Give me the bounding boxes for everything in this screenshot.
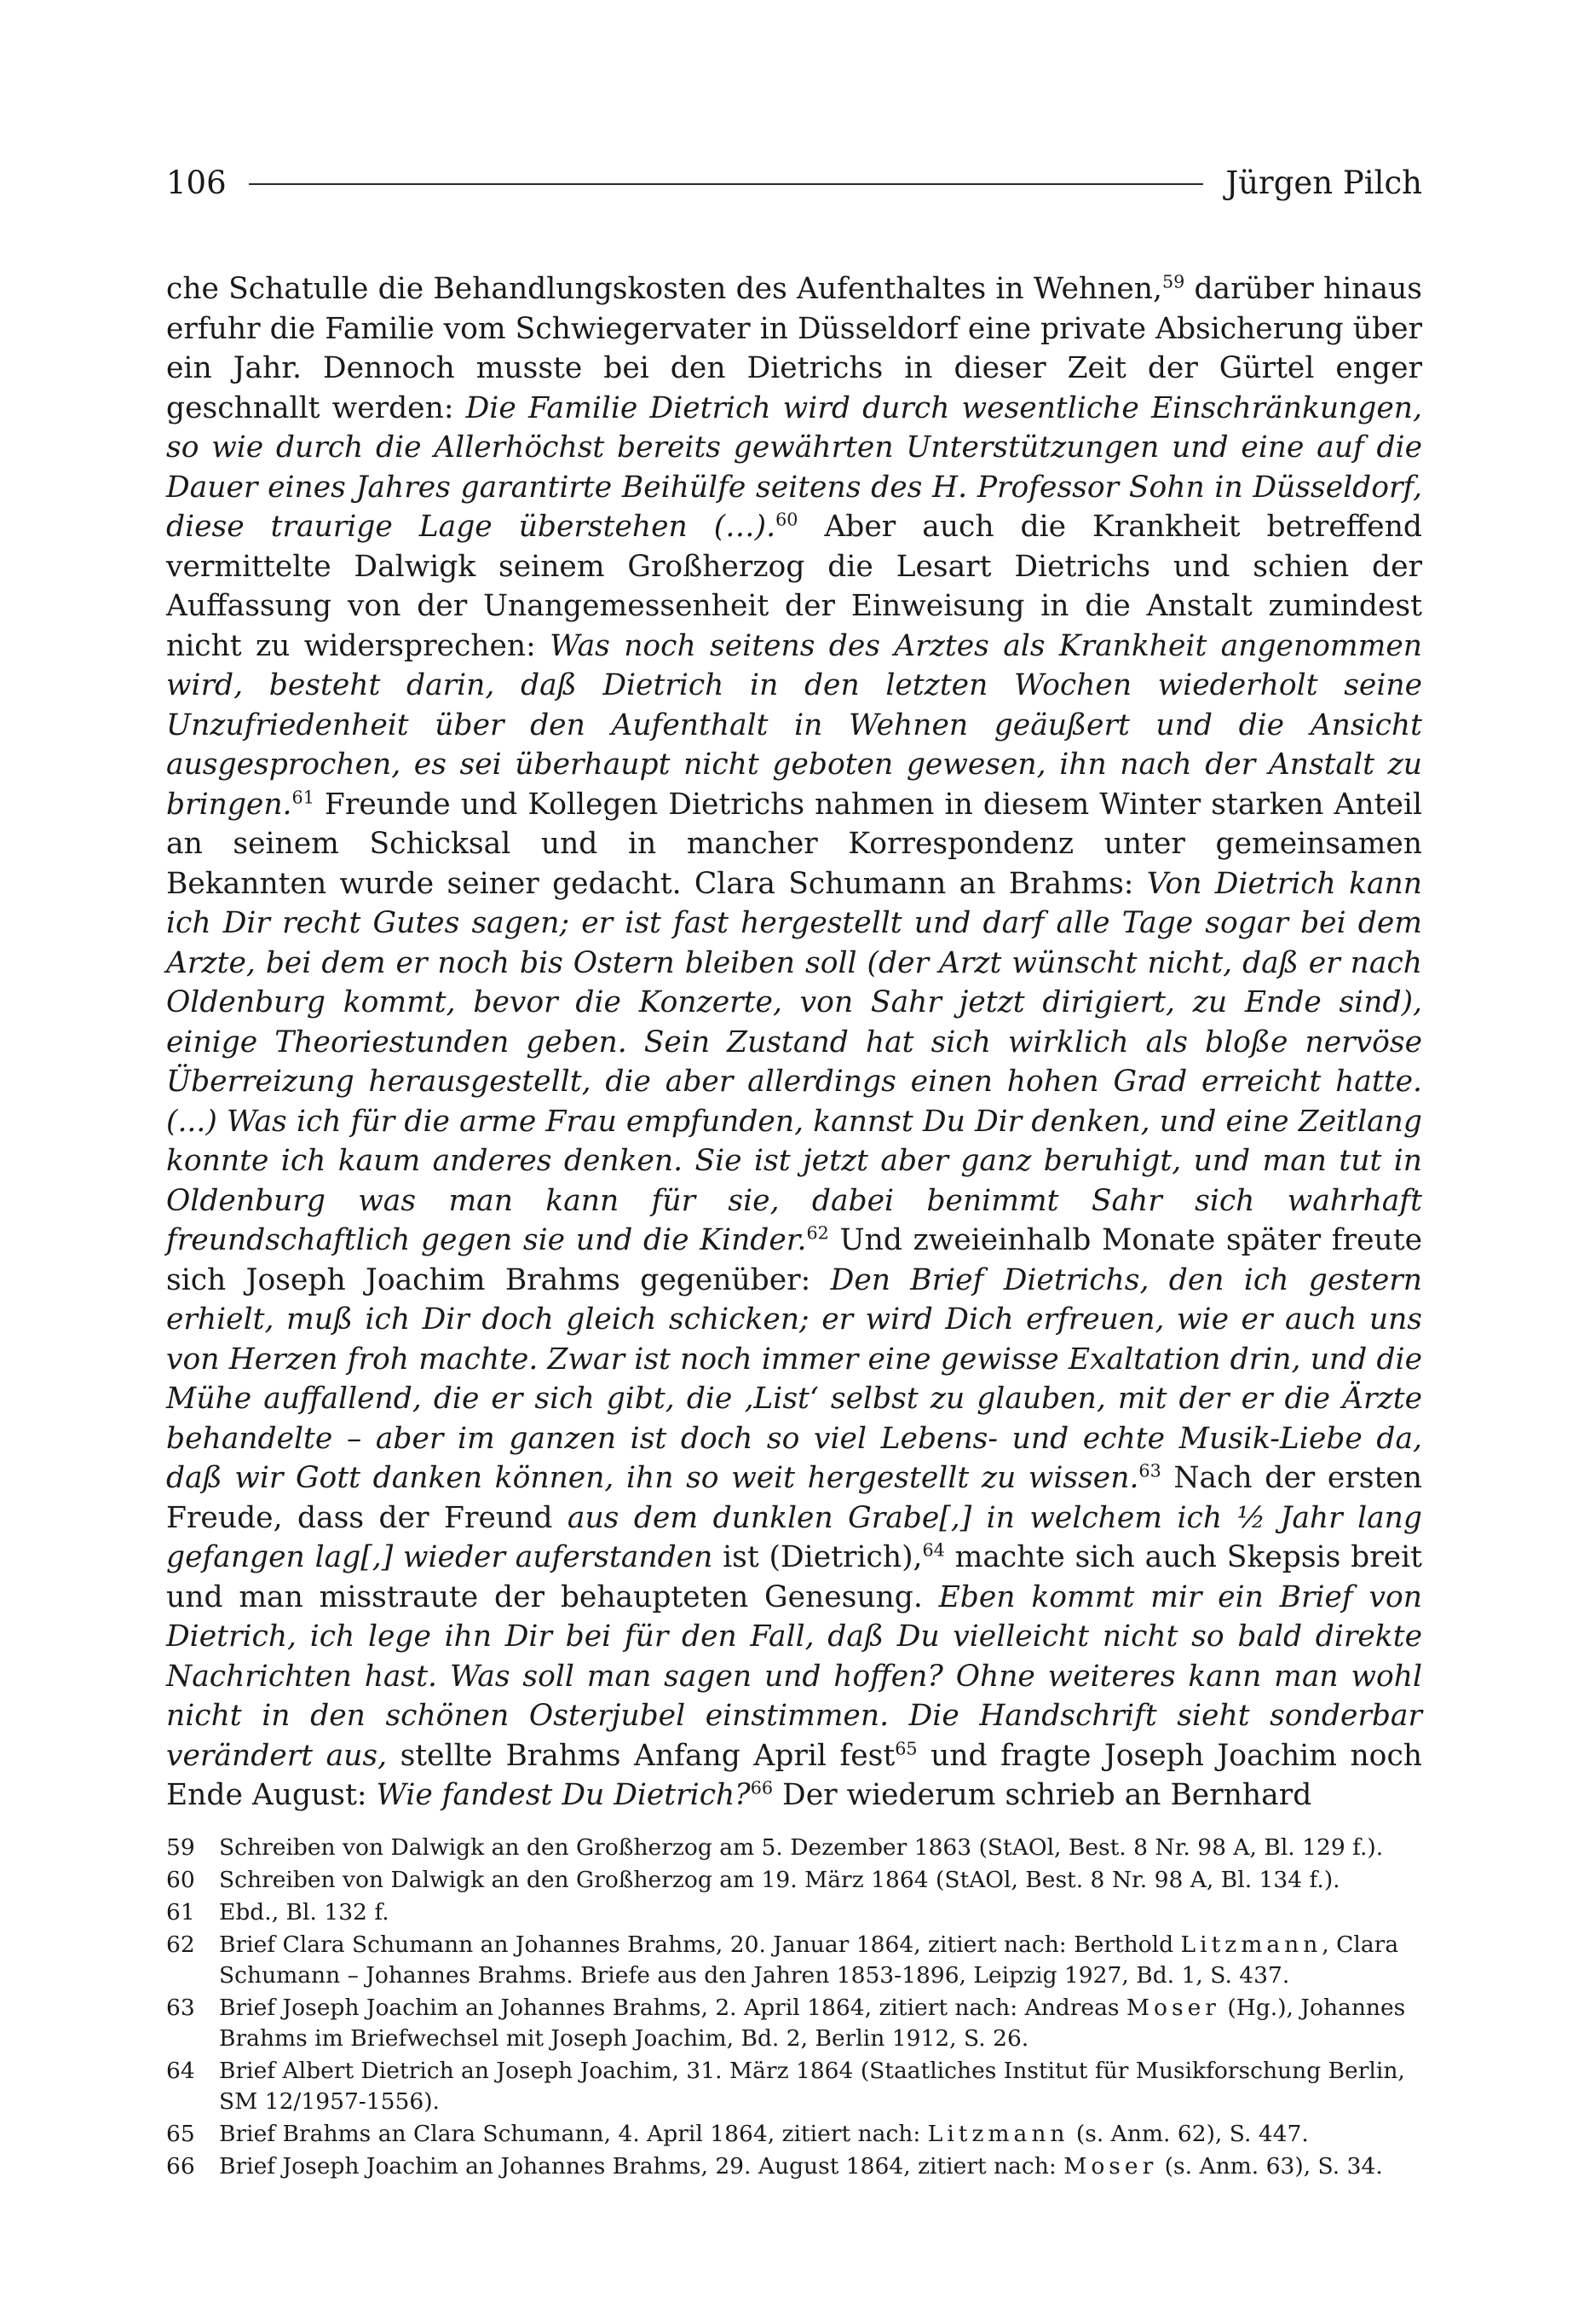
quote-run: Eben kommt mir ein Brief von Dietrich, ich lege ihn Dir bei für den Fall, daß Du vielleicht nicht so bald direkte Nachrichten hast. Was soll man sagen und hoffen? Ohne weiteres kann man wohl nicht in den schönen Osterjubel einstimmen. Die Handschrift sieht sonderbar verändert aus, — [166, 1579, 1422, 1773]
footnote — [166, 2056, 1422, 2117]
footnote-text — [219, 1930, 1422, 1991]
footnote — [166, 1865, 1422, 1896]
footnote-run: , Clara Schumann – Johannes Brahms. Briefe aus den Jahren 1853-1896, Leipzig 1927, Bd. 1, S. 437. — [219, 1931, 1399, 1989]
footnote — [166, 1993, 1422, 2054]
running-head-author: Jürgen Pilch — [1225, 164, 1422, 201]
text-run: Freunde und Kollegen Dietrichs nahmen in diesem Winter starken Anteil an seinem Schicksal und in mancher Korrespondenz unter gemeinsamen Bekannten wurde seiner gedacht. Clara Schumann an Brahms: — [166, 787, 1422, 901]
footnotes — [166, 1833, 1422, 2184]
text-run: machte sich auch Skepsis breit und man misstraute der behaupteten Genesung. — [166, 1540, 1422, 1614]
text-run: darüber hinaus erfuhr die Familie vom Schwiegervater in Düsseldorf eine private Absicherung über ein Jahr. Dennoch musste bei den Dietrichs in dieser Zeit der Gürtel enger geschnallt werden: — [166, 272, 1422, 425]
quote-run: Was noch seitens des Arztes als Krankheit angenommen wird, besteht darin, daß Dietrich in den letzten Wochen wiederholt seine Unzufriedenheit über den Aufenthalt in Wehnen geäußert und die Ansicht ausgesprochen, es sei überhaupt nicht geboten gewesen, ihn nach der Anstalt zu bringen. — [166, 628, 1423, 822]
text-run: Und zweieinhalb Monate später freute sich Joseph Joachim Brahms gegenüber: — [166, 1223, 1422, 1297]
footnote-ref: 64 — [922, 1539, 945, 1561]
footnote-number: 66 — [166, 2153, 195, 2180]
footnote-run: Schreiben von Dalwigk an den Großherzog am 19. März 1864 (StAOl, Best. 8 Nr. 98 A, Bl. 134 f.). — [219, 1867, 1340, 1893]
footnote-text — [219, 2151, 1422, 2182]
footnote — [166, 1897, 1422, 1928]
footnote-number: 62 — [166, 1931, 195, 1958]
quote-run: Wie fandest Du Dietrich? — [376, 1778, 751, 1812]
footnote-ref: 62 — [806, 1222, 829, 1244]
text-run: stellte Brahms Anfang April fest — [387, 1738, 896, 1773]
footnote-run: (Hg.), Johannes Brahms im Briefwechsel mit Joseph Joachim, Bd. 2, Berlin 1912, S. 26. — [219, 1995, 1406, 2052]
footnote-number: 65 — [166, 2121, 195, 2147]
text-run: Nach der ersten Freude, dass der Freund — [166, 1461, 1422, 1535]
text-run: Der wiederum schrieb an Bernhard — [773, 1778, 1312, 1812]
text-run: ist (Dietrich), — [712, 1540, 923, 1574]
quote-run: Von Dietrich kann ich Dir recht Gutes sagen; er ist fast hergestellt und darf alle Tage sogar bei dem Arzte, bei dem er noch bis Ostern bleiben soll (der Arzt wünscht nicht, daß er nach Oldenburg kommt, bevor die Konzerte, von Sahr jetzt dirigiert, zu Ende sind), einige Theoriestunden geben. Sein Zustand hat sich wirklich als bloße nervöse Überreizung herausgestellt, die aber allerdings einen hohen Grad erreicht hatte. (...) Was ich für die arme Frau empfunden, kannst Du Dir denken, und eine Zeitlang konnte ich kaum anderes denken. Sie ist jetzt aber ganz beruhigt, und man tut in Oldenburg was man kann für sie, dabei benimmt Sahr sich wahrhaft freundschaftlich gegen sie und die Kinder. — [166, 866, 1422, 1257]
footnote — [166, 2119, 1422, 2150]
quote-run: Den Brief Dietrichs, den ich gestern erhielt, muß ich Dir doch gleich schicken; er wird Dich erfreuen, wie er auch uns von Herzen froh machte. Zwar ist noch immer eine gewisse Exaltation drin, und die Mühe auffallend, die er sich gibt, die ‚List‘ selbst zu glauben, mit der er die Ärzte behandelte – aber im ganzen ist doch so viel Lebens- und echte Musik-Liebe da, daß wir Gott danken können, ihn so weit hergestellt zu wissen. — [166, 1262, 1422, 1495]
footnote-text — [219, 1993, 1422, 2054]
author-name: Moser — [1063, 2153, 1158, 2180]
footnote-ref: 66 — [750, 1777, 774, 1798]
footnote-text — [219, 1897, 1422, 1928]
footnote-run: Brief Brahms an Clara Schumann, 4. April 1864, zitiert nach: — [219, 2121, 928, 2147]
footnote — [166, 2151, 1422, 2182]
footnote-run: (s. Anm. 62), S. 447. — [1069, 2121, 1309, 2147]
footnote-ref: 61 — [291, 787, 314, 807]
footnote-ref: 59 — [1161, 271, 1185, 292]
footnote-run: Schreiben von Dalwigk an den Großherzog am 5. Dezember 1863 (StAOl, Best. 8 Nr. 98 A, Bl. 129 f.). — [219, 1834, 1384, 1861]
footnote-run: Brief Joseph Joachim an Johannes Brahms, 2. April 1864, zitiert nach: Andreas — [219, 1995, 1126, 2021]
footnote-run: Brief Albert Dietrich an Joseph Joachim, 31. März 1864 (Staatliches Institut für Musikforschung Berlin, SM 12/1957-1556). — [219, 2058, 1405, 2115]
quote-run: Die Familie Dietrich wird durch wesentliche Einschränkungen, so wie durch die Allerhöchst bereits gewährten Unterstützungen und eine auf die Dauer eines Jahres garantirte Beihülfe seitens des H. Professor Sohn in Düsseldorf, diese traurige Lage überstehen (…). — [166, 390, 1422, 544]
footnote-number: 60 — [166, 1867, 195, 1893]
footnote-run: Ebd., Bl. 132 f. — [219, 1899, 389, 1926]
footnote-number: 59 — [166, 1834, 195, 1861]
author-name: Moser — [1126, 1995, 1220, 2021]
footnote-run: (s. Anm. 63), S. 34. — [1157, 2153, 1383, 2180]
footnote-run: Brief Clara Schumann an Johannes Brahms, 20. Januar 1864, zitiert nach: Berthold — [219, 1931, 1181, 1958]
author-name: Litzmann — [927, 2121, 1069, 2147]
footnote — [166, 1833, 1422, 1863]
running-header — [166, 160, 1422, 205]
author-name: Litzmann — [1180, 1931, 1322, 1958]
footnote-text — [219, 2056, 1422, 2117]
header-rule — [249, 183, 1204, 185]
footnote-run: Brief Joseph Joachim an Johannes Brahms, 29. August 1864, zitiert nach: — [219, 2153, 1064, 2180]
footnote-text — [219, 1865, 1422, 1896]
footnote-ref: 63 — [1138, 1460, 1161, 1481]
quote-run: aus dem dunklen Grabe[,] in welchem ich ½ Jahr lang gefangen lag[,] wieder auferstanden — [166, 1500, 1422, 1574]
footnote — [166, 1930, 1422, 1991]
page-number: 106 — [166, 164, 227, 201]
text-run: und fragte Joseph Joachim noch Ende August: — [166, 1738, 1422, 1812]
footnote-number: 61 — [166, 1899, 195, 1926]
footnote-ref: 60 — [775, 509, 798, 530]
footnote-text — [219, 2119, 1422, 2150]
footnote-number: 63 — [166, 1995, 195, 2021]
footnote-number: 64 — [166, 2058, 195, 2084]
main-text — [166, 269, 1422, 1816]
text-run: Aber auch die Krankheit betreffend vermittelte Dalwigk seinem Großherzog die Lesart Dietrichs und schien der Auffassung von der Unangemessenheit der Einweisung in die Anstalt zumindest nicht zu widersprechen: — [166, 510, 1422, 663]
text-run: che Schatulle die Behandlungskosten des Aufenthaltes in Wehnen, — [166, 272, 1162, 306]
footnote-text — [219, 1833, 1422, 1863]
footnote-ref: 65 — [895, 1738, 918, 1758]
